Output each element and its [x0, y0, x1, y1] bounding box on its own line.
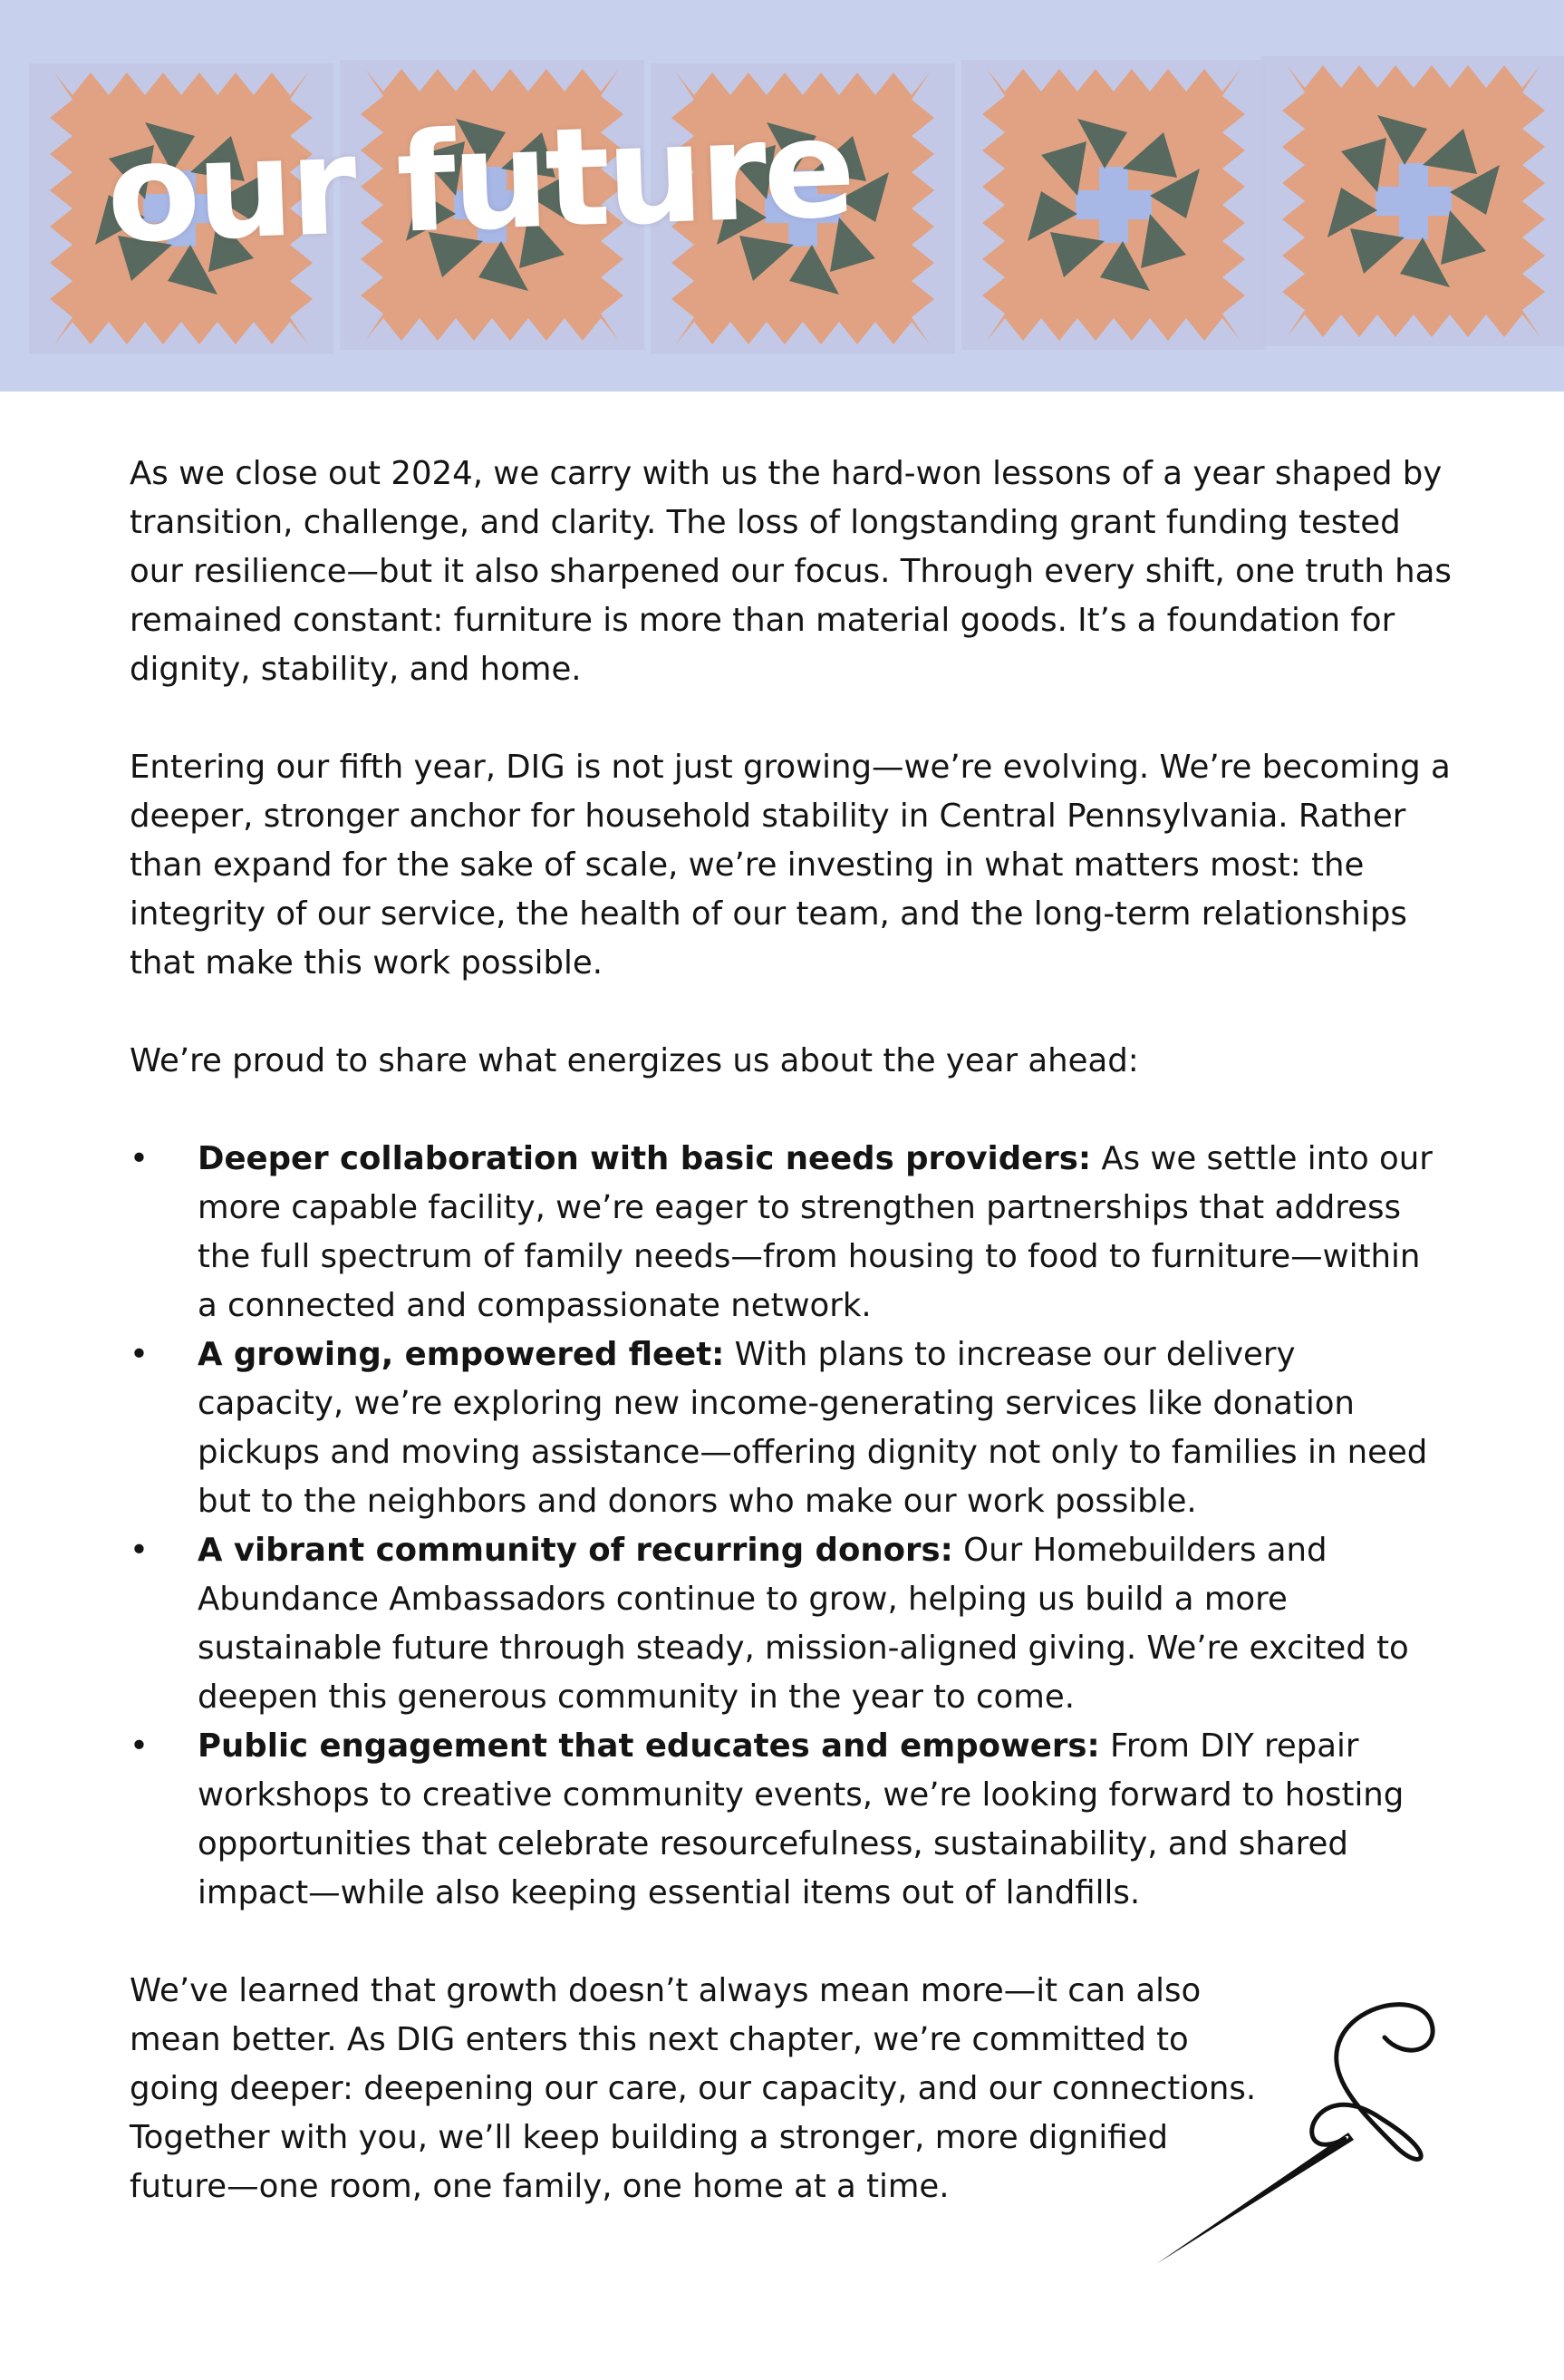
priorities-list [130, 1135, 1453, 1918]
bullet-icon: • [130, 1727, 149, 1765]
bullet-icon: • [130, 1532, 149, 1569]
page-title: our future [103, 90, 854, 274]
list-item-heading: Deeper collaboration with basic needs providers: [198, 1140, 1092, 1177]
list-item-text: From DIY repair workshops to creative community events, we’re looking forward to hosting opportunities that celebrate resourcefulness, sustainability, and shared impact—while also keeping essential items out of landfills. [198, 1727, 1405, 1911]
list-item-text: Our Homebuilders and Abundance Ambassadors continue to grow, helping us build a more sustainable future through steady, mission-aligned giving. We’re excited to deepen this generous community in the year to come. [198, 1532, 1409, 1716]
second-paragraph: Entering our fifth year, DIG is not just growing—we’re evolving. We’re becoming a deeper, stronger anchor for household stability in Central Pennsylvania. Rather than expand for the sake of scale, we’re investing in what matters most: the integrity of our service, the health of our team, and the long-term relationships that make this work possible. [130, 749, 1451, 982]
intro-paragraph: As we close out 2024, we carry with us the hard-won lessons of a year shaped by transition, challenge, and clarity. The loss of longstanding grant funding tested our resilience—but it also sharpened our focus. Through every shift, one truth has remained constant: furniture is more than material goods. It’s a foundation for dignity, stability, and home. [130, 455, 1452, 688]
lead-in-paragraph: We’re proud to share what energizes us about the year ahead: [130, 1042, 1139, 1079]
bullet-icon: • [130, 1140, 149, 1177]
header-banner [0, 0, 1564, 392]
needle-and-thread-icon [1151, 1974, 1450, 2273]
list-item-heading: A growing, empowered fleet: [198, 1336, 725, 1373]
list-item [130, 1330, 1439, 1526]
list-item [130, 1722, 1439, 1918]
list-item-text: As we settle into our more capable facility, we’re eager to strengthen partnerships that address the full spectrum of family needs—from housing to food to furniture—within a connected and compassionate network. [198, 1140, 1433, 1324]
list-item [130, 1526, 1439, 1722]
quilt-tile [961, 60, 1266, 350]
list-item [130, 1135, 1439, 1330]
list-item-text: With plans to increase our delivery capacity, we’re exploring new income-generating services like donation pickups and moving assistance—offering dignity not only to families in need but to the neighbors and donors who make our work possible. [198, 1336, 1428, 1520]
bullet-icon: • [130, 1336, 149, 1373]
closing-paragraph: We’ve learned that growth doesn’t always mean more—it can also mean better. As DIG enters this next chapter, we’re committed to going deeper: deepening our care, our capacity, and our connections. Together with you, we’ll keep building a stronger, more dignified future—one room, one family, one home at a time. [130, 1972, 1257, 2205]
quilt-tile [1261, 56, 1564, 346]
list-item-heading: Public engagement that educates and empowers: [198, 1727, 1100, 1765]
list-item-heading: A vibrant community of recurring donors: [198, 1532, 953, 1569]
